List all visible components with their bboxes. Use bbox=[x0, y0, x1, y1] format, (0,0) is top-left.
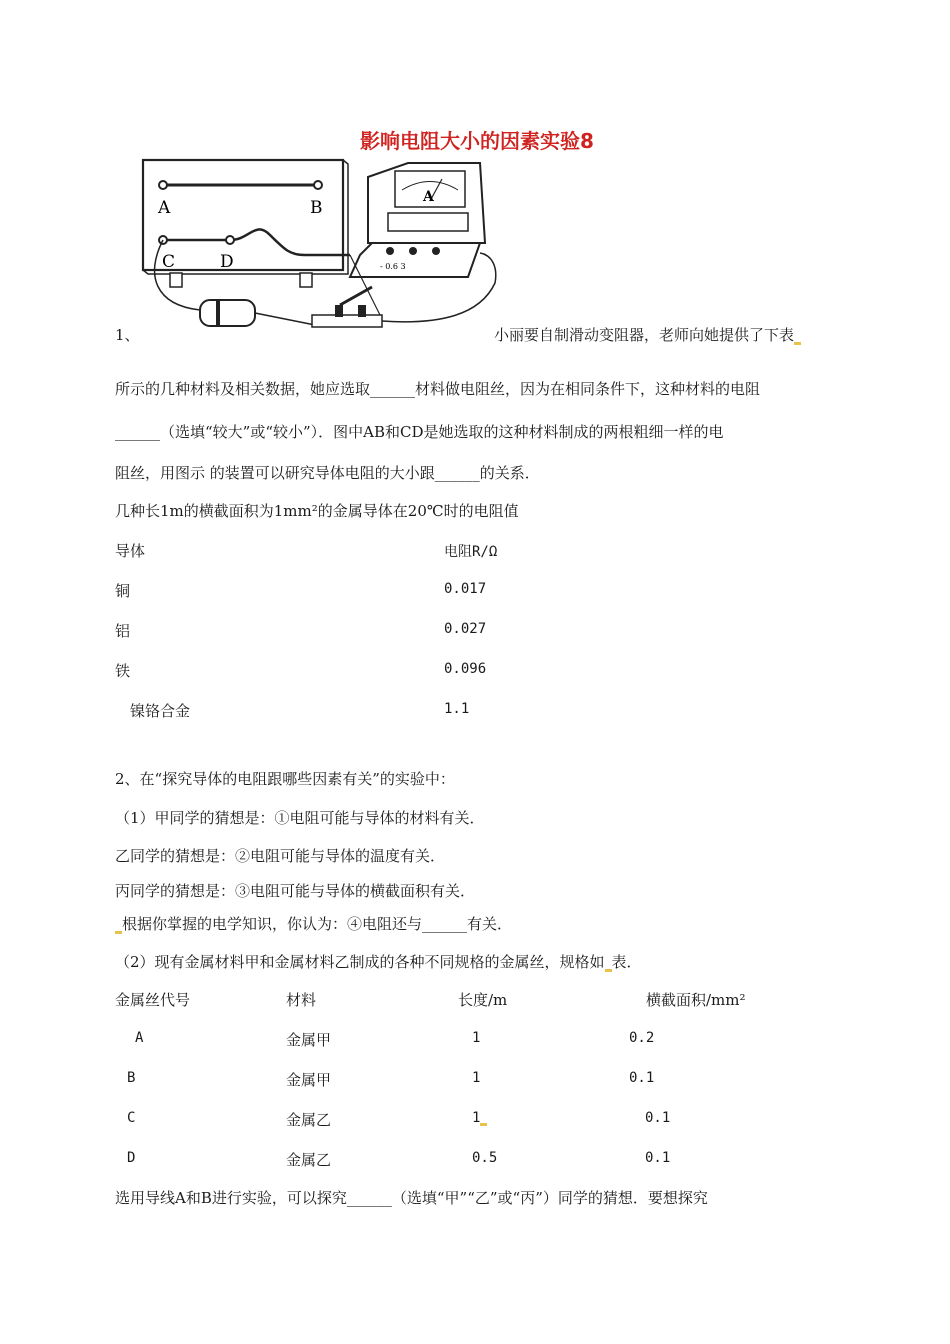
table-cell: 0.5 bbox=[472, 1150, 498, 1166]
table-row: B bbox=[127, 1070, 136, 1086]
q2-p3: 丙同学的猜想是：③电阻可能与导体的横截面积有关． bbox=[115, 882, 476, 900]
table-cell: 1.1 bbox=[444, 701, 470, 717]
table-cell: 0.1 bbox=[629, 1070, 655, 1086]
table-cell: 金属甲 bbox=[286, 1071, 332, 1089]
q2-header-code: 金属丝代号 bbox=[115, 991, 191, 1009]
q2-p5: （2）现有金属材料甲和金属材料乙制成的各种不同规格的金属丝，规格如 表． bbox=[115, 953, 642, 971]
table-row: D bbox=[127, 1150, 136, 1166]
q1-header-conductor: 导体 bbox=[115, 542, 146, 560]
table-row: C bbox=[127, 1110, 136, 1126]
q2-p2: 乙同学的猜想是：②电阻可能与导体的温度有关． bbox=[115, 847, 446, 865]
q1-line1: 小丽要自制滑动变阻器，老师向她提供了下表 bbox=[494, 324, 801, 345]
q1-line2: 所示的几种材料及相关数据，她应选取______材料做电阻丝，因为在相同条件下，这种材料的电阻 bbox=[115, 380, 761, 398]
q1-number: 1、 bbox=[115, 326, 140, 344]
q2-p1: （1）甲同学的猜想是：①电阻可能与导体的材料有关． bbox=[115, 809, 485, 827]
switch bbox=[312, 287, 382, 327]
q2-intro: 2、在“探究导体的电阻跟哪些因素有关”的实验中： bbox=[115, 770, 455, 788]
svg-text:- 0.6 3: - 0.6 3 bbox=[380, 262, 406, 271]
battery bbox=[200, 300, 255, 326]
table-cell: 1 bbox=[472, 1110, 487, 1126]
table-row: 铜 bbox=[115, 582, 131, 600]
q2-p6: 选用导线A和B进行实验，可以探究______（选填“甲”“乙”或“丙”）同学的猜想．要想探究 bbox=[115, 1189, 708, 1207]
table-cell: 0.096 bbox=[444, 661, 487, 677]
q2-header-material: 材料 bbox=[286, 991, 317, 1009]
table-cell: 0.1 bbox=[645, 1150, 671, 1166]
q1-table-caption: 几种长1m的横截面积为1mm²的金属导体在20℃时的电阻值 bbox=[115, 502, 519, 520]
table-cell: 金属乙 bbox=[286, 1111, 332, 1129]
table-cell: 金属乙 bbox=[286, 1151, 332, 1169]
table-row: 铝 bbox=[115, 622, 131, 640]
table-cell: 1 bbox=[472, 1030, 481, 1046]
table-row: 镍铬合金 bbox=[130, 702, 191, 720]
page-title: 影响电阻大小的因素实验8 bbox=[360, 129, 594, 153]
table-cell: 0.2 bbox=[629, 1030, 655, 1046]
q2-header-length: 长度/m bbox=[458, 991, 508, 1009]
q1-line3: ______（选填“较大”或“较小”）．图中AB和CD是她选取的这种材料制成的两根粗细一样的电 bbox=[115, 423, 724, 441]
table-cell: 0.017 bbox=[444, 581, 487, 597]
q2-p4: 根据你掌握的电学知识，你认为：④电阻还与______有关． bbox=[115, 913, 512, 934]
table-cell: 0.027 bbox=[444, 621, 487, 637]
table-cell: 0.1 bbox=[645, 1110, 671, 1126]
q1-header-resistance: 电阻R/Ω bbox=[444, 544, 498, 560]
table-cell: 金属甲 bbox=[286, 1031, 332, 1049]
table-cell: 1 bbox=[472, 1070, 481, 1086]
label-d: D bbox=[220, 252, 234, 272]
table-row: A bbox=[135, 1030, 144, 1046]
table-row: 铁 bbox=[115, 662, 131, 680]
circuit-diagram bbox=[140, 155, 500, 345]
q2-header-area: 横截面积/mm² bbox=[646, 991, 746, 1009]
ammeter bbox=[350, 163, 485, 277]
label-b: B bbox=[310, 198, 323, 218]
label-a: A bbox=[158, 198, 171, 218]
svg-text:A: A bbox=[423, 189, 434, 205]
label-c: C bbox=[162, 252, 176, 272]
q1-line4: 阻丝，用图示 的装置可以研究导体电阻的大小跟______的关系． bbox=[115, 464, 540, 482]
